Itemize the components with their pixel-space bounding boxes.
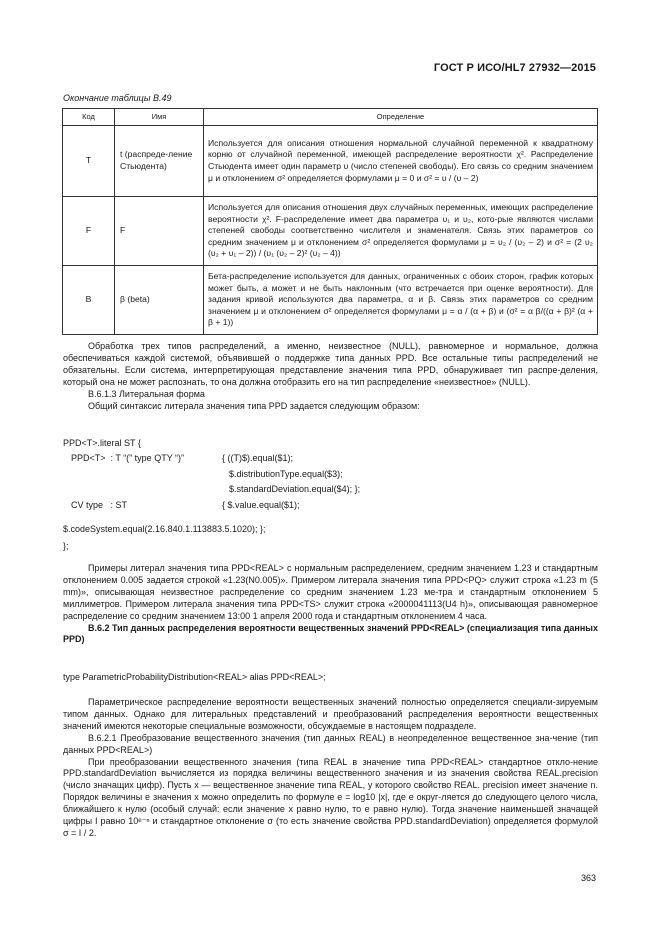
type-declaration: type ParametricProbabilityDistribution<REAL> alias PPD<REAL>; (63, 672, 326, 682)
code-line: $.standardDeviation.equal($4); }; (229, 484, 361, 494)
paragraph-conversion-details: При преобразовании вещественного значения (типа REAL в значение типа PPD<REAL> стандартное откло-нение PPD.standardDeviation вычисляется из порядка величины вещественного значения и из значения свойства REAL.precision (число значащих цифр). Пусть x — вещественное значение типа REAL, у которого свойство REAL. precision имеет значение n. Порядок величины e значения x можно определить по формуле e = log10 |x|, где e округ-ляется до следующего целого числа, ближайшего к нулю (особый случай: если значение x равно нулю, то e равно нулю). Тогда значение наименьшей значащей цифры I равно 10ᵉ⁻ⁿ и стандартное отклонение σ (то есть значение свойства PPD.standardDeviation) определяется формулой σ = I / 2. (63, 756, 598, 838)
text-block-1 (63, 341, 598, 412)
paragraph-parametric-distribution: Параметрическое распределение вероятности вещественных значений полностью определяется специали-зируемым типом данных. Однако для литеральных представлений и преобразований распределения вероятности вещественных значений имеются некоторые специальные возможности, обсуждаемые в настоящем подразделе. (63, 697, 598, 731)
code-line: $.distributionType.equal($3); (229, 469, 343, 479)
table-row (63, 266, 598, 335)
row-code: T (63, 126, 115, 197)
paragraph-distribution-handling: Обработка трех типов распределений, а именно, неизвестное (NULL), равномерное и нормальное, должна обеспечиваться каждой системой, объявившей о поддержке типа данных PPD. Все остальные типы распределений не обязательны. Если система, интерпретирующая представление значения типа PPD, обнаруживает тип распре-деления, который она не может распознать, то она должна отобразить его на тип распределение «неизвестное» (NULL). (63, 341, 598, 387)
row-name: t (распреде-ление Стьюдента) (115, 126, 204, 197)
row-definition: Бета-распределение используется для данных, ограниченных с обоих сторон, график которых может быть, а может и не быть наклонным (что встречается при оценке вероятности). Для задания кривой используются два параметра, α и β. Связь этих параметров со средним значением μ и отклонением σ² определяется формулами μ = α / (α + β) и (σ² = α β/((α + β)² (α + β + 1)) (204, 266, 598, 335)
page-number: 363 (580, 873, 596, 883)
code-line: CV type : ST (71, 500, 128, 510)
row-definition: Используется для описания отношения нормальной случайной переменной к квадратному корню от случайной переменной, имеющей распределение вероятности χ². Распределение Стьюдента имеет один параметр υ (число степеней свободы). Его связь со средним значением μ и отклонением σ² определяется формулами μ = 0 и σ² = υ / (υ – 2) (204, 126, 598, 197)
definitions-table (62, 108, 598, 335)
code-line: { $.value.equal($1); (222, 500, 300, 510)
row-name: β (beta) (115, 266, 204, 335)
row-name: F (115, 197, 204, 266)
column-header-name: Имя (115, 109, 204, 126)
code-line: }; (63, 541, 69, 551)
code-line: { ((T)$).equal($1); (222, 453, 294, 463)
section-heading-real-conversion: B.6.2.1 Преобразование вещественного значения (тип данных REAL) в неопределенное вещественное зна-чение (тип данных PPD<REAL>) (63, 732, 598, 755)
row-code: B (63, 266, 115, 335)
text-block-2 (63, 563, 598, 646)
section-heading-literal-form: B.6.1.3 Литеральная форма (88, 388, 205, 399)
column-header-definition: Определение (204, 109, 598, 126)
code-line: PPD<T> : T “(” type QTY “)” (71, 453, 185, 463)
document-header: ГОСТ Р ИСО/HL7 27932—2015 (433, 62, 596, 74)
table-header-row (63, 109, 598, 126)
column-header-code: Код (63, 109, 115, 126)
section-heading-ppd-real: B.6.2 Тип данных распределения вероятности вещественных значений PPD<REAL> (специализация типа данных PPD) (63, 622, 598, 645)
table-caption: Окончание таблицы В.49 (63, 93, 172, 103)
text-block-3 (63, 697, 598, 840)
code-line: $.codeSystem.equal(2.16.840.1.113883.5.1020); }; (63, 524, 266, 534)
code-line: PPD<T>.literal ST { (63, 438, 141, 448)
row-code: F (63, 197, 115, 266)
paragraph-literal-syntax: Общий синтаксис литерала значения типа PPD задается следующим образом: (88, 400, 420, 411)
paragraph-literal-examples: Примеры литерал значения типа PPD<REAL> с нормальным распределением, средним значением 1.23 и стандартным отклонением 0.005 задается строкой «1.23(N0.005)». Примером литерала значения типа PPD<PQ> служит строка «1.23 m (5 mm)», описывающая неизвестное распределение со средним значением 1.23 ме-тра и стандартным отклонением 5 миллиметров. Примером литерала значения типа PPD<TS> служит строка «2000041113(U4 h)», описывающая равномерное распределение со средним значением 13:00 1 апреля 2000 года и стандартным отклонением 4 часа. (63, 563, 598, 621)
row-definition: Используется для описания отношения двух случайных переменных, имеющих распределение вероятности χ². F-распределение имеет два параметра υ₁ и υ₂, кото-рые являются числами степеней свободы соответственно числителя и знаменателя. Связь этих параметров со средним значением μ и отклонением σ² определяется формулами μ = υ₂ / (υ₂ – 2) и σ² = (2 υ₂ (υ₂ + υ₁ – 2)) / (υ₁ (υ₂ – 2)² (υ₂ – 4)) (204, 197, 598, 266)
table-row (63, 126, 598, 197)
table-row (63, 197, 598, 266)
